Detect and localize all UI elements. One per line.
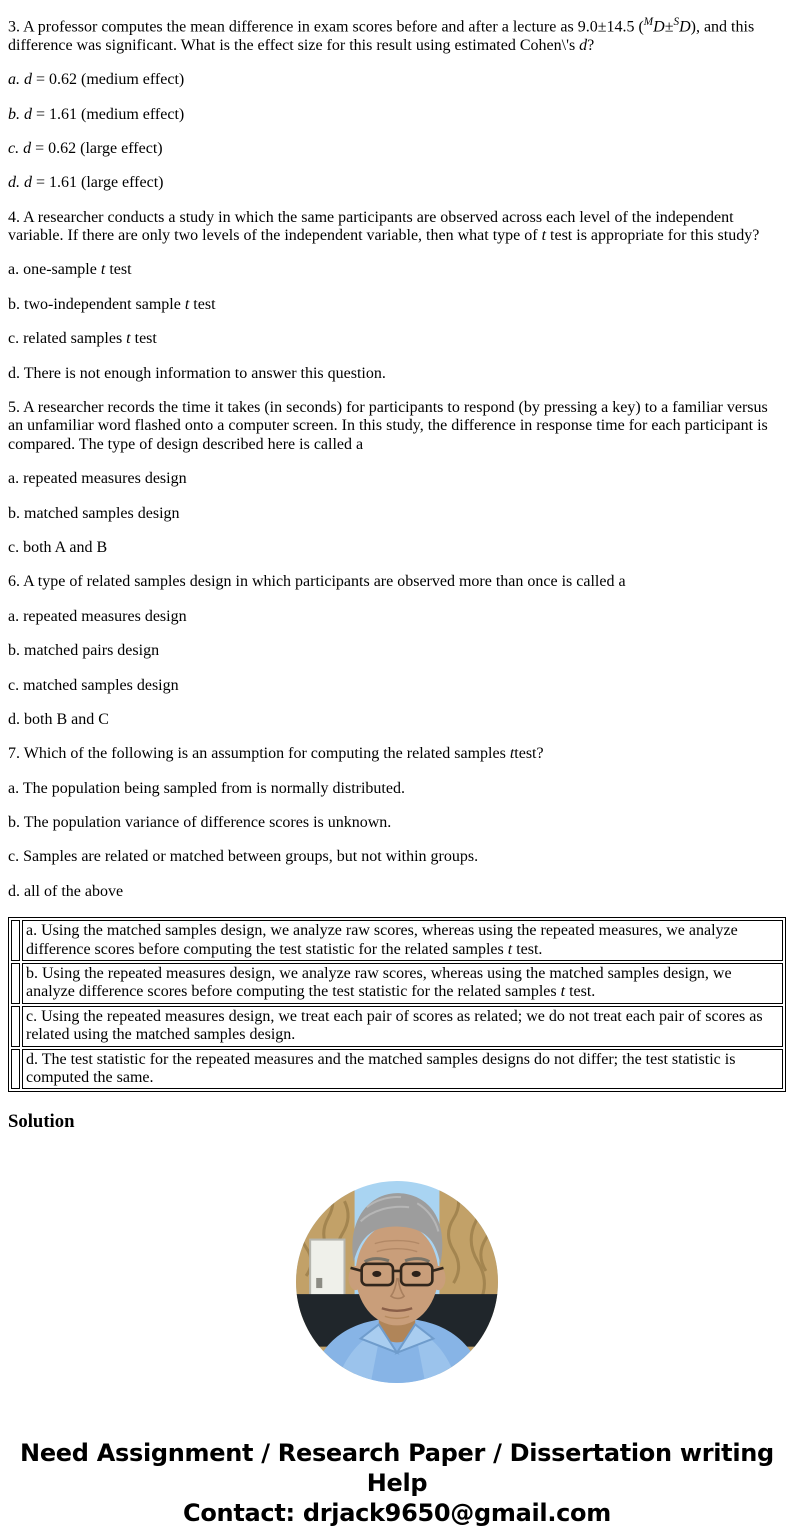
question-7-option: b. The population variance of difference scores is unknown.: [8, 814, 392, 832]
answer-table-spacer-cell: [11, 1049, 20, 1090]
answer-table-text-cell: d. The test statistic for the repeated measures and the matched samples designs do not differ; the test statistic is computed the same.: [22, 1049, 783, 1090]
answer-table-row: [11, 1049, 783, 1090]
question-5-option: c. both A and B: [8, 538, 108, 556]
footer-ad: [8, 1438, 786, 1528]
instructor-avatar: [296, 1181, 498, 1383]
questions-section: [8, 16, 786, 901]
question-4-option: c. related samples t test: [8, 330, 157, 348]
answer-table-spacer-cell: [11, 1006, 20, 1047]
question-7-option: c. Samples are related or matched between groups, but not within groups.: [8, 848, 479, 866]
question-3-option: b. d = 1.61 (medium effect): [8, 105, 185, 123]
answer-table-spacer-cell: [11, 963, 20, 1004]
avatar-container: [8, 1181, 786, 1388]
question-3-prompt: 3. A professor computes the mean difference in exam scores before and after a lecture as 9.0±14.5 ($^M$D±$^S$D), and this difference was significant. What is the effect size for this result using estimated Cohen\'s d?: [8, 16, 755, 54]
answer-table-text-cell: c. Using the repeated measures design, we treat each pair of scores as related; we do not treat each pair of scores as related using the matched samples design.: [22, 1006, 783, 1047]
question-3-option: a. d = 0.62 (medium effect): [8, 71, 185, 89]
question-4-option: b. two-independent sample t test: [8, 295, 216, 313]
answer-table-text-cell: a. Using the matched samples design, we analyze raw scores, whereas using the repeated measures, we analyze difference scores before computing the test statistic for the related samples t test.: [22, 920, 783, 961]
answer-options-table-body: [11, 920, 783, 1089]
quiz-document: [8, 16, 786, 1528]
question-5-option: a. repeated measures design: [8, 470, 187, 488]
question-3-option: c. d = 0.62 (large effect): [8, 139, 163, 157]
answer-table-row: [11, 920, 783, 961]
question-6-prompt: 6. A type of related samples design in which participants are observed more than once is called a: [8, 573, 626, 591]
question-6-option: d. both B and C: [8, 710, 109, 728]
question-5-option: b. matched samples design: [8, 504, 180, 522]
question-7-option: a. The population being sampled from is normally distributed.: [8, 779, 405, 797]
question-4-prompt: 4. A researcher conducts a study in which the same participants are observed across each level of the independent variable. If there are only two levels of the independent variable, then what type of t test is appropriate for this study?: [8, 208, 760, 245]
question-7-option: d. all of the above: [8, 882, 124, 900]
solution-heading: Solution: [8, 1111, 75, 1133]
footer-help-text: Need Assignment / Research Paper / Dissertation writing Help: [20, 1439, 774, 1498]
answer-options-table: [8, 917, 786, 1092]
answer-table-row: [11, 963, 783, 1004]
question-5-prompt: 5. A researcher records the time it takes (in seconds) for participants to respond (by pressing a key) to a familiar versus an unfamiliar word flashed onto a computer screen. In this study, the difference in response time for each participant is compared. The type of design described here is called a: [8, 399, 768, 453]
question-7-prompt: 7. Which of the following is an assumption for computing the related samples ttest?: [8, 745, 544, 763]
question-3-option: d. d = 1.61 (large effect): [8, 174, 164, 192]
footer-contact-text: Contact: drjack9650@gmail.com: [183, 1499, 611, 1528]
instructor-avatar-image: [296, 1181, 498, 1383]
question-6-option: a. repeated measures design: [8, 607, 187, 625]
answer-table-spacer-cell: [11, 920, 20, 961]
answer-table-row: [11, 1006, 783, 1047]
question-4-option: a. one-sample t test: [8, 261, 132, 279]
question-6-option: b. matched pairs design: [8, 642, 160, 660]
answer-table-text-cell: b. Using the repeated measures design, we analyze raw scores, whereas using the matched samples design, we analyze difference scores before computing the test statistic for the related samples t test.: [22, 963, 783, 1004]
question-4-option: d. There is not enough information to answer this question.: [8, 364, 386, 382]
question-6-option: c. matched samples design: [8, 676, 179, 694]
